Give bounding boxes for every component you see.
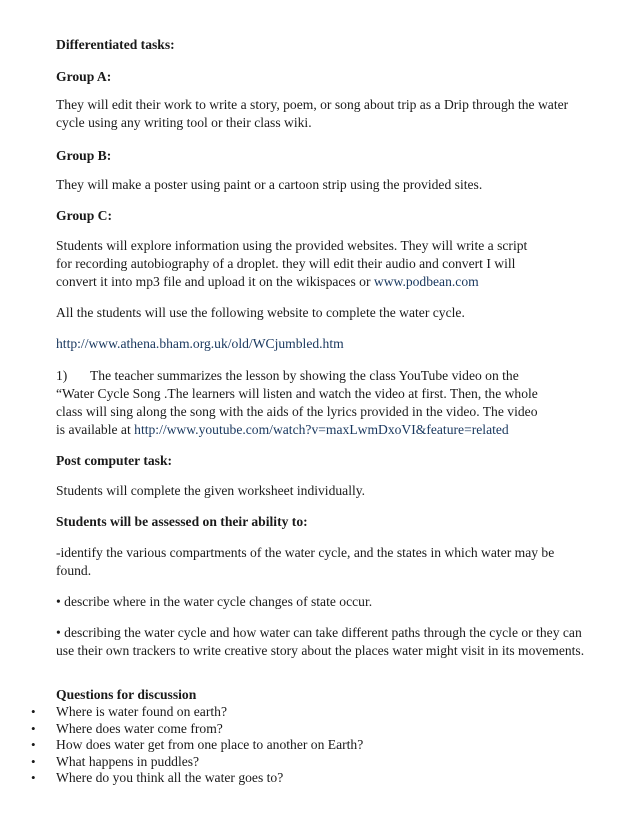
group-c-text bbox=[56, 237, 586, 291]
youtube-link[interactable]: http://www.youtube.com/watch?v=maxLwmDxoVI&feature=related bbox=[134, 422, 509, 437]
group-a-title: Group A: bbox=[56, 69, 112, 84]
step-1 bbox=[56, 367, 586, 439]
discussion-title: Questions for discussion bbox=[56, 687, 197, 702]
question-text: Where does water come from? bbox=[56, 720, 223, 736]
step-1-line-1 bbox=[56, 367, 586, 385]
group-c-title: Group C: bbox=[56, 208, 113, 223]
list-item bbox=[0, 721, 600, 738]
step-1-number: 1) bbox=[56, 368, 68, 383]
assessed-title: Students will be assessed on their ability to: bbox=[56, 514, 308, 529]
group-c-line-3-text: convert it into mp3 file and upload it on the wikispaces or bbox=[56, 274, 374, 289]
group-c-line-2: for recording autobiography of a droplet. they will edit their audio and convert I will bbox=[56, 256, 516, 271]
step-1-line-1-text: The teacher summarizes the lesson by showing the class YouTube video on the bbox=[90, 368, 519, 383]
group-b-text: They will make a poster using paint or a cartoon strip using the provided sites. bbox=[56, 177, 483, 192]
section-heading: Differentiated tasks: bbox=[56, 37, 175, 52]
bullet-icon: • bbox=[31, 753, 36, 769]
all-students-text: All the students will use the following website to complete the water cycle. bbox=[56, 305, 465, 320]
step-1-line-4 bbox=[56, 421, 586, 439]
assessed-item-1: -identify the various compartments of the water cycle, and the states in which water may be found. bbox=[56, 545, 555, 578]
assessed-item-3: • describing the water cycle and how water can take different paths through the cycle or they can use their own trackers to write creative story about the places water might visit in its movements. bbox=[56, 625, 585, 658]
question-text: Where is water found on earth? bbox=[56, 704, 227, 719]
question-text: What happens in puddles? bbox=[56, 753, 200, 769]
podbean-link[interactable]: www.podbean.com bbox=[373, 274, 479, 289]
list-item bbox=[0, 704, 600, 721]
discussion-questions-list bbox=[0, 704, 600, 787]
group-c-line-1: Students will explore information using the provided websites. They will write a script bbox=[56, 238, 528, 253]
post-task-text: Students will complete the given worksheet individually. bbox=[56, 483, 366, 498]
post-task-title: Post computer task: bbox=[56, 453, 173, 468]
assessed-item-2: • describe where in the water cycle changes of state occur. bbox=[56, 594, 373, 609]
bullet-icon: • bbox=[31, 720, 36, 736]
list-item bbox=[0, 737, 600, 754]
step-1-line-4-text: is available at bbox=[56, 422, 135, 437]
group-b-title: Group B: bbox=[56, 148, 112, 163]
bullet-icon: • bbox=[31, 770, 36, 786]
step-1-line-3: class will sing along the song with the aids of the lyrics provided in the video. The video bbox=[56, 404, 538, 419]
group-a-text: They will edit their work to write a story, poem, or song about trip as a Drip through the water cycle using any writing tool or their class wiki. bbox=[56, 97, 569, 130]
group-c-line-3 bbox=[56, 273, 586, 291]
question-text: Where do you think all the water goes to? bbox=[56, 770, 284, 786]
athena-link[interactable]: http://www.athena.bham.org.uk/old/WCjumbled.htm bbox=[56, 336, 344, 351]
question-text: How does water get from one place to another on Earth? bbox=[56, 737, 364, 753]
step-1-line-2: “Water Cycle Song .The learners will listen and watch the video at first. Then, the whole bbox=[56, 386, 538, 401]
bullet-icon: • bbox=[31, 704, 36, 719]
list-item bbox=[0, 770, 600, 787]
bullet-icon: • bbox=[31, 737, 36, 753]
list-item bbox=[0, 754, 600, 771]
